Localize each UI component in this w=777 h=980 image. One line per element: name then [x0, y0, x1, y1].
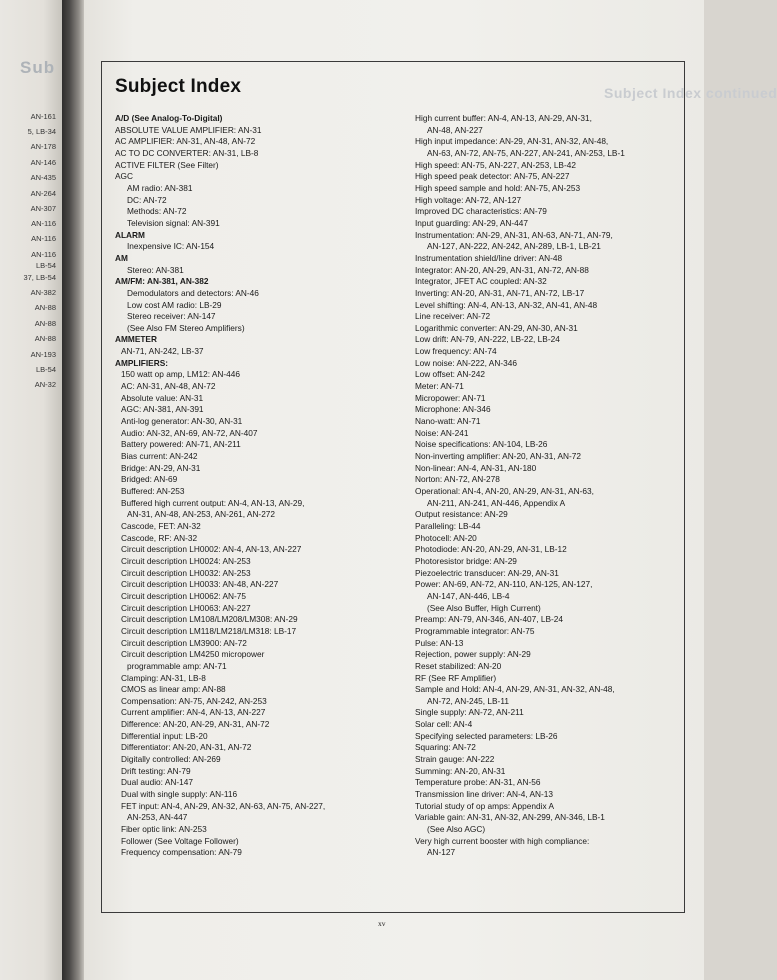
index-entry: CMOS as linear amp: AN-88: [121, 684, 226, 695]
index-entry: Low offset: AN-242: [415, 369, 485, 380]
index-entry: Differentiator: AN-20, AN-31, AN-72: [121, 742, 252, 753]
index-entry: Circuit description LH0032: AN-253: [121, 567, 251, 578]
index-entry: Absolute value: AN-31: [121, 392, 204, 403]
index-entry: Circuit description LM108/LM208/LM308: AN-29: [121, 614, 298, 625]
index-entry: Circuit description LH0062: AN-75: [121, 590, 246, 601]
index-entry: AC: AN-31, AN-48, AN-72: [121, 381, 216, 392]
facing-page-fragment: 5, LB-34: [27, 127, 56, 136]
index-entry: ALARM: [115, 229, 145, 240]
index-entry: Power: AN-69, AN-72, AN-110, AN-125, AN-127,: [415, 579, 593, 590]
index-entry: (See Also AGC): [427, 824, 486, 835]
index-entry: AN-211, AN-241, AN-446, Appendix A: [427, 497, 566, 508]
facing-page-fragment: AN-264: [30, 189, 56, 198]
index-entry: programmable amp: AN-71: [127, 660, 227, 671]
facing-page-fragment: AN-382: [30, 288, 56, 297]
index-entry: Very high current booster with high compliance:: [415, 835, 590, 846]
facing-page-fragment: AN-307: [30, 204, 56, 213]
index-entry: Clamping: AN-31, LB-8: [121, 672, 206, 683]
index-entry: Stereo receiver: AN-147: [127, 311, 216, 322]
index-entry: Fiber optic link: AN-253: [121, 824, 207, 835]
facing-page-fragment: LB-54: [35, 365, 56, 374]
index-entry: Differential input: LB-20: [121, 730, 208, 741]
index-entry: AN-48, AN-227: [427, 124, 483, 135]
index-entry: (See Also FM Stereo Amplifiers): [127, 322, 245, 333]
index-entry: Circuit description LH0024: AN-253: [121, 555, 251, 566]
index-entry: Specifying selected parameters: LB-26: [415, 730, 558, 741]
page-number: xv: [378, 919, 386, 928]
facing-page-fragment: AN-178: [30, 142, 56, 151]
index-column-right: [415, 113, 680, 859]
index-entry: Cascode, RF: AN-32: [121, 532, 198, 543]
facing-page-title-fragment: Sub: [20, 58, 56, 77]
index-entry: Photoresistor bridge: AN-29: [415, 555, 517, 566]
facing-page-fragment: AN-435: [30, 173, 56, 182]
index-entry: Instrumentation shield/line driver: AN-48: [415, 252, 563, 263]
index-entry: Demodulators and detectors: AN-46: [127, 287, 259, 298]
index-entry: Anti-log generator: AN-30, AN-31: [121, 416, 243, 427]
index-entry: Piezoelectric transducer: AN-29, AN-31: [415, 567, 559, 578]
index-entry: Methods: AN-72: [127, 206, 187, 217]
index-entry: Integrator: AN-20, AN-29, AN-31, AN-72, AN-88: [415, 264, 589, 275]
index-entry: High current buffer: AN-4, AN-13, AN-29, AN-31,: [415, 113, 592, 123]
index-column-left: [115, 113, 405, 859]
index-entry: High speed: AN-75, AN-227, AN-253, LB-42: [415, 159, 576, 170]
facing-page-fragment: AN-32: [34, 380, 56, 389]
index-entry: Level shifting: AN-4, AN-13, AN-32, AN-41, AN-48: [415, 299, 598, 310]
index-entry: High input impedance: AN-29, AN-31, AN-32, AN-48,: [415, 136, 609, 147]
index-entry: Non-linear: AN-4, AN-31, AN-180: [415, 462, 537, 473]
index-entry: Low cost AM radio: LB-29: [127, 299, 222, 310]
index-entry: Preamp: AN-79, AN-346, AN-407, LB-24: [415, 614, 564, 625]
index-entry: Cascode, FET: AN-32: [121, 520, 201, 531]
index-entry: Dual audio: AN-147: [121, 777, 193, 788]
index-entry: Stereo: AN-381: [127, 264, 184, 275]
index-entry: Micropower: AN-71: [415, 392, 486, 403]
index-entry: AN-63, AN-72, AN-75, AN-227, AN-241, AN-253, LB-1: [427, 147, 625, 158]
index-entry: Reset stabilized: AN-20: [415, 660, 502, 671]
index-entry: Transmission line driver: AN-4, AN-13: [415, 789, 554, 800]
facing-page-fragment: AN-146: [30, 158, 56, 167]
index-entry: Dual with single supply: AN-116: [121, 789, 238, 800]
index-entry: (See Also Buffer, High Current): [427, 602, 541, 613]
index-entry: Audio: AN-32, AN-69, AN-72, AN-407: [121, 427, 258, 438]
index-entry: AM radio: AN-381: [127, 182, 193, 193]
index-entry: Line receiver: AN-72: [415, 311, 491, 322]
index-entry: Tutorial study of op amps: Appendix A: [415, 800, 554, 811]
index-entry: DC: AN-72: [127, 194, 167, 205]
index-entry: AM/FM: AN-381, AN-382: [115, 276, 209, 287]
index-entry: Circuit description LH0033: AN-48, AN-227: [121, 579, 279, 590]
index-entry: ABSOLUTE VALUE AMPLIFIER: AN-31: [115, 124, 262, 135]
facing-page-fragment: AN-116: [31, 234, 56, 243]
index-entry: AMPLIFIERS:: [115, 357, 169, 368]
index-entry: Sample and Hold: AN-4, AN-29, AN-31, AN-32, AN-48,: [415, 684, 615, 695]
facing-page-edge: [0, 0, 62, 980]
index-entry: AM: [115, 252, 128, 263]
index-entry: AN-72, AN-245, LB-11: [427, 695, 509, 706]
index-entry: Circuit description LH0002: AN-4, AN-13, AN-227: [121, 544, 302, 555]
index-entry: Paralleling: LB-44: [415, 520, 481, 531]
index-entry: Compensation: AN-75, AN-242, AN-253: [121, 695, 267, 706]
index-entry: AN-127, AN-222, AN-242, AN-289, LB-1, LB-21: [427, 241, 601, 252]
index-entry: AGC: AN-381, AN-391: [121, 404, 204, 415]
index-entry: Circuit description LH0063: AN-227: [121, 602, 251, 613]
index-entry: AN-253, AN-447: [127, 812, 188, 823]
index-entry: Logarithmic converter: AN-29, AN-30, AN-31: [415, 322, 578, 333]
index-entry: Pulse: AN-13: [415, 637, 464, 648]
index-entry: A/D (See Analog-To-Digital): [115, 113, 223, 123]
index-entry: ACTIVE FILTER (See Filter): [115, 159, 219, 170]
index-entry: AGC: [115, 171, 133, 182]
facing-page-fragment: AN-116: [31, 219, 56, 228]
index-entry: Television signal: AN-391: [127, 217, 220, 228]
index-entry: AN-147, AN-446, LB-4: [427, 590, 510, 601]
index-entry: Operational: AN-4, AN-20, AN-29, AN-31, AN-63,: [415, 486, 594, 496]
index-entry: Difference: AN-20, AN-29, AN-31, AN-72: [121, 719, 270, 730]
index-entry: Bridged: AN-69: [121, 474, 178, 485]
index-entry: Norton: AN-72, AN-278: [415, 474, 500, 485]
index-entry: Nano-watt: AN-71: [415, 416, 481, 427]
index-entry: Integrator, JFET AC coupled: AN-32: [415, 276, 547, 287]
index-entry: Current amplifier: AN-4, AN-13, AN-227: [121, 707, 266, 718]
index-entry: Programmable integrator: AN-75: [415, 625, 535, 636]
index-entry: Follower (See Voltage Follower): [121, 835, 239, 846]
index-entry: Digitally controlled: AN-269: [121, 754, 221, 765]
index-entry: Photocell: AN-20: [415, 532, 477, 543]
index-entry: AN-71, AN-242, LB-37: [121, 346, 204, 357]
index-entry: AN-127: [427, 847, 456, 858]
index-entry: Buffered high current output: AN-4, AN-13, AN-29,: [121, 497, 305, 508]
facing-page-fragment: AN-161: [30, 112, 56, 121]
index-entry: Low frequency: AN-74: [415, 346, 497, 357]
index-entry: High voltage: AN-72, AN-127: [415, 194, 522, 205]
index-entry: AN-31, AN-48, AN-253, AN-261, AN-272: [127, 509, 276, 520]
index-entry: Improved DC characteristics: AN-79: [415, 206, 547, 217]
index-entry: Output resistance: AN-29: [415, 509, 508, 520]
index-entry: Microphone: AN-346: [415, 404, 491, 415]
index-entry: Summing: AN-20, AN-31: [415, 765, 506, 776]
index-entry: Instrumentation: AN-29, AN-31, AN-63, AN-71, AN-79,: [415, 229, 613, 240]
index-entry: AC TO DC CONVERTER: AN-31, LB-8: [115, 147, 259, 158]
index-entry: Noise: AN-241: [415, 427, 469, 438]
index-entry: Low noise: AN-222, AN-346: [415, 357, 517, 368]
facing-page-fragment: LB-54: [35, 261, 56, 270]
index-entry: Solar cell: AN-4: [415, 719, 473, 730]
index-entry: AMMETER: [115, 334, 157, 345]
index-entry: Bridge: AN-29, AN-31: [121, 462, 201, 473]
book-gutter: [62, 0, 86, 980]
index-entry: Circuit description LM118/LM218/LM318: LB-17: [121, 625, 297, 636]
index-entry: Drift testing: AN-79: [121, 765, 191, 776]
index-entry: Battery powered: AN-71, AN-211: [121, 439, 241, 450]
index-entry: Photodiode: AN-20, AN-29, AN-31, LB-12: [415, 544, 567, 555]
facing-page-fragment: AN-88: [34, 303, 56, 312]
index-entry: AC AMPLIFIER: AN-31, AN-48, AN-72: [115, 136, 256, 147]
facing-page-fragment: 37, LB-54: [23, 273, 56, 282]
index-entry: Non-inverting amplifier: AN-20, AN-31, AN-72: [415, 451, 582, 462]
index-entry: Frequency compensation: AN-79: [121, 847, 242, 858]
index-entry: Input guarding: AN-29, AN-447: [415, 217, 529, 228]
index-entry: High speed peak detector: AN-75, AN-227: [415, 171, 570, 182]
page-title: Subject Index: [115, 76, 242, 97]
index-entry: Bias current: AN-242: [121, 451, 198, 462]
index-entry: Circuit description LM4250 micropower: [121, 649, 265, 660]
facing-page-fragment: AN-88: [34, 319, 56, 328]
index-entry: Rejection, power supply: AN-29: [415, 649, 531, 660]
index-entry: FET input: AN-4, AN-29, AN-32, AN-63, AN-75, AN-227,: [121, 800, 326, 811]
index-entry: Inverting: AN-20, AN-31, AN-71, AN-72, LB-17: [415, 287, 585, 298]
index-entry: High speed sample and hold: AN-75, AN-253: [415, 182, 581, 193]
bleed-through-heading: Subject Index continued: [604, 85, 777, 101]
facing-page-fragment: AN-116: [31, 250, 56, 259]
index-entry: Strain gauge: AN-222: [415, 754, 495, 765]
index-entry: RF (See RF Amplifier): [415, 672, 497, 683]
index-entry: Circuit description LM3900: AN-72: [121, 637, 247, 648]
index-entry: Noise specifications: AN-104, LB-26: [415, 439, 548, 450]
index-entry: Low drift: AN-79, AN-222, LB-22, LB-24: [415, 334, 560, 345]
index-entry: Single supply: AN-72, AN-211: [415, 707, 524, 718]
index-entry: Inexpensive IC: AN-154: [127, 241, 215, 252]
index-entry: Squaring: AN-72: [415, 742, 476, 753]
index-entry: Temperature probe: AN-31, AN-56: [415, 777, 541, 788]
index-entry: Buffered: AN-253: [121, 486, 185, 496]
facing-page-fragment: AN-88: [34, 334, 56, 343]
facing-page-fragment: AN-193: [30, 350, 56, 359]
index-entry: Variable gain: AN-31, AN-32, AN-299, AN-346, LB-1: [415, 812, 605, 823]
index-entry: 150 watt op amp, LM12: AN-446: [121, 369, 240, 380]
index-entry: Meter: AN-71: [415, 381, 464, 392]
